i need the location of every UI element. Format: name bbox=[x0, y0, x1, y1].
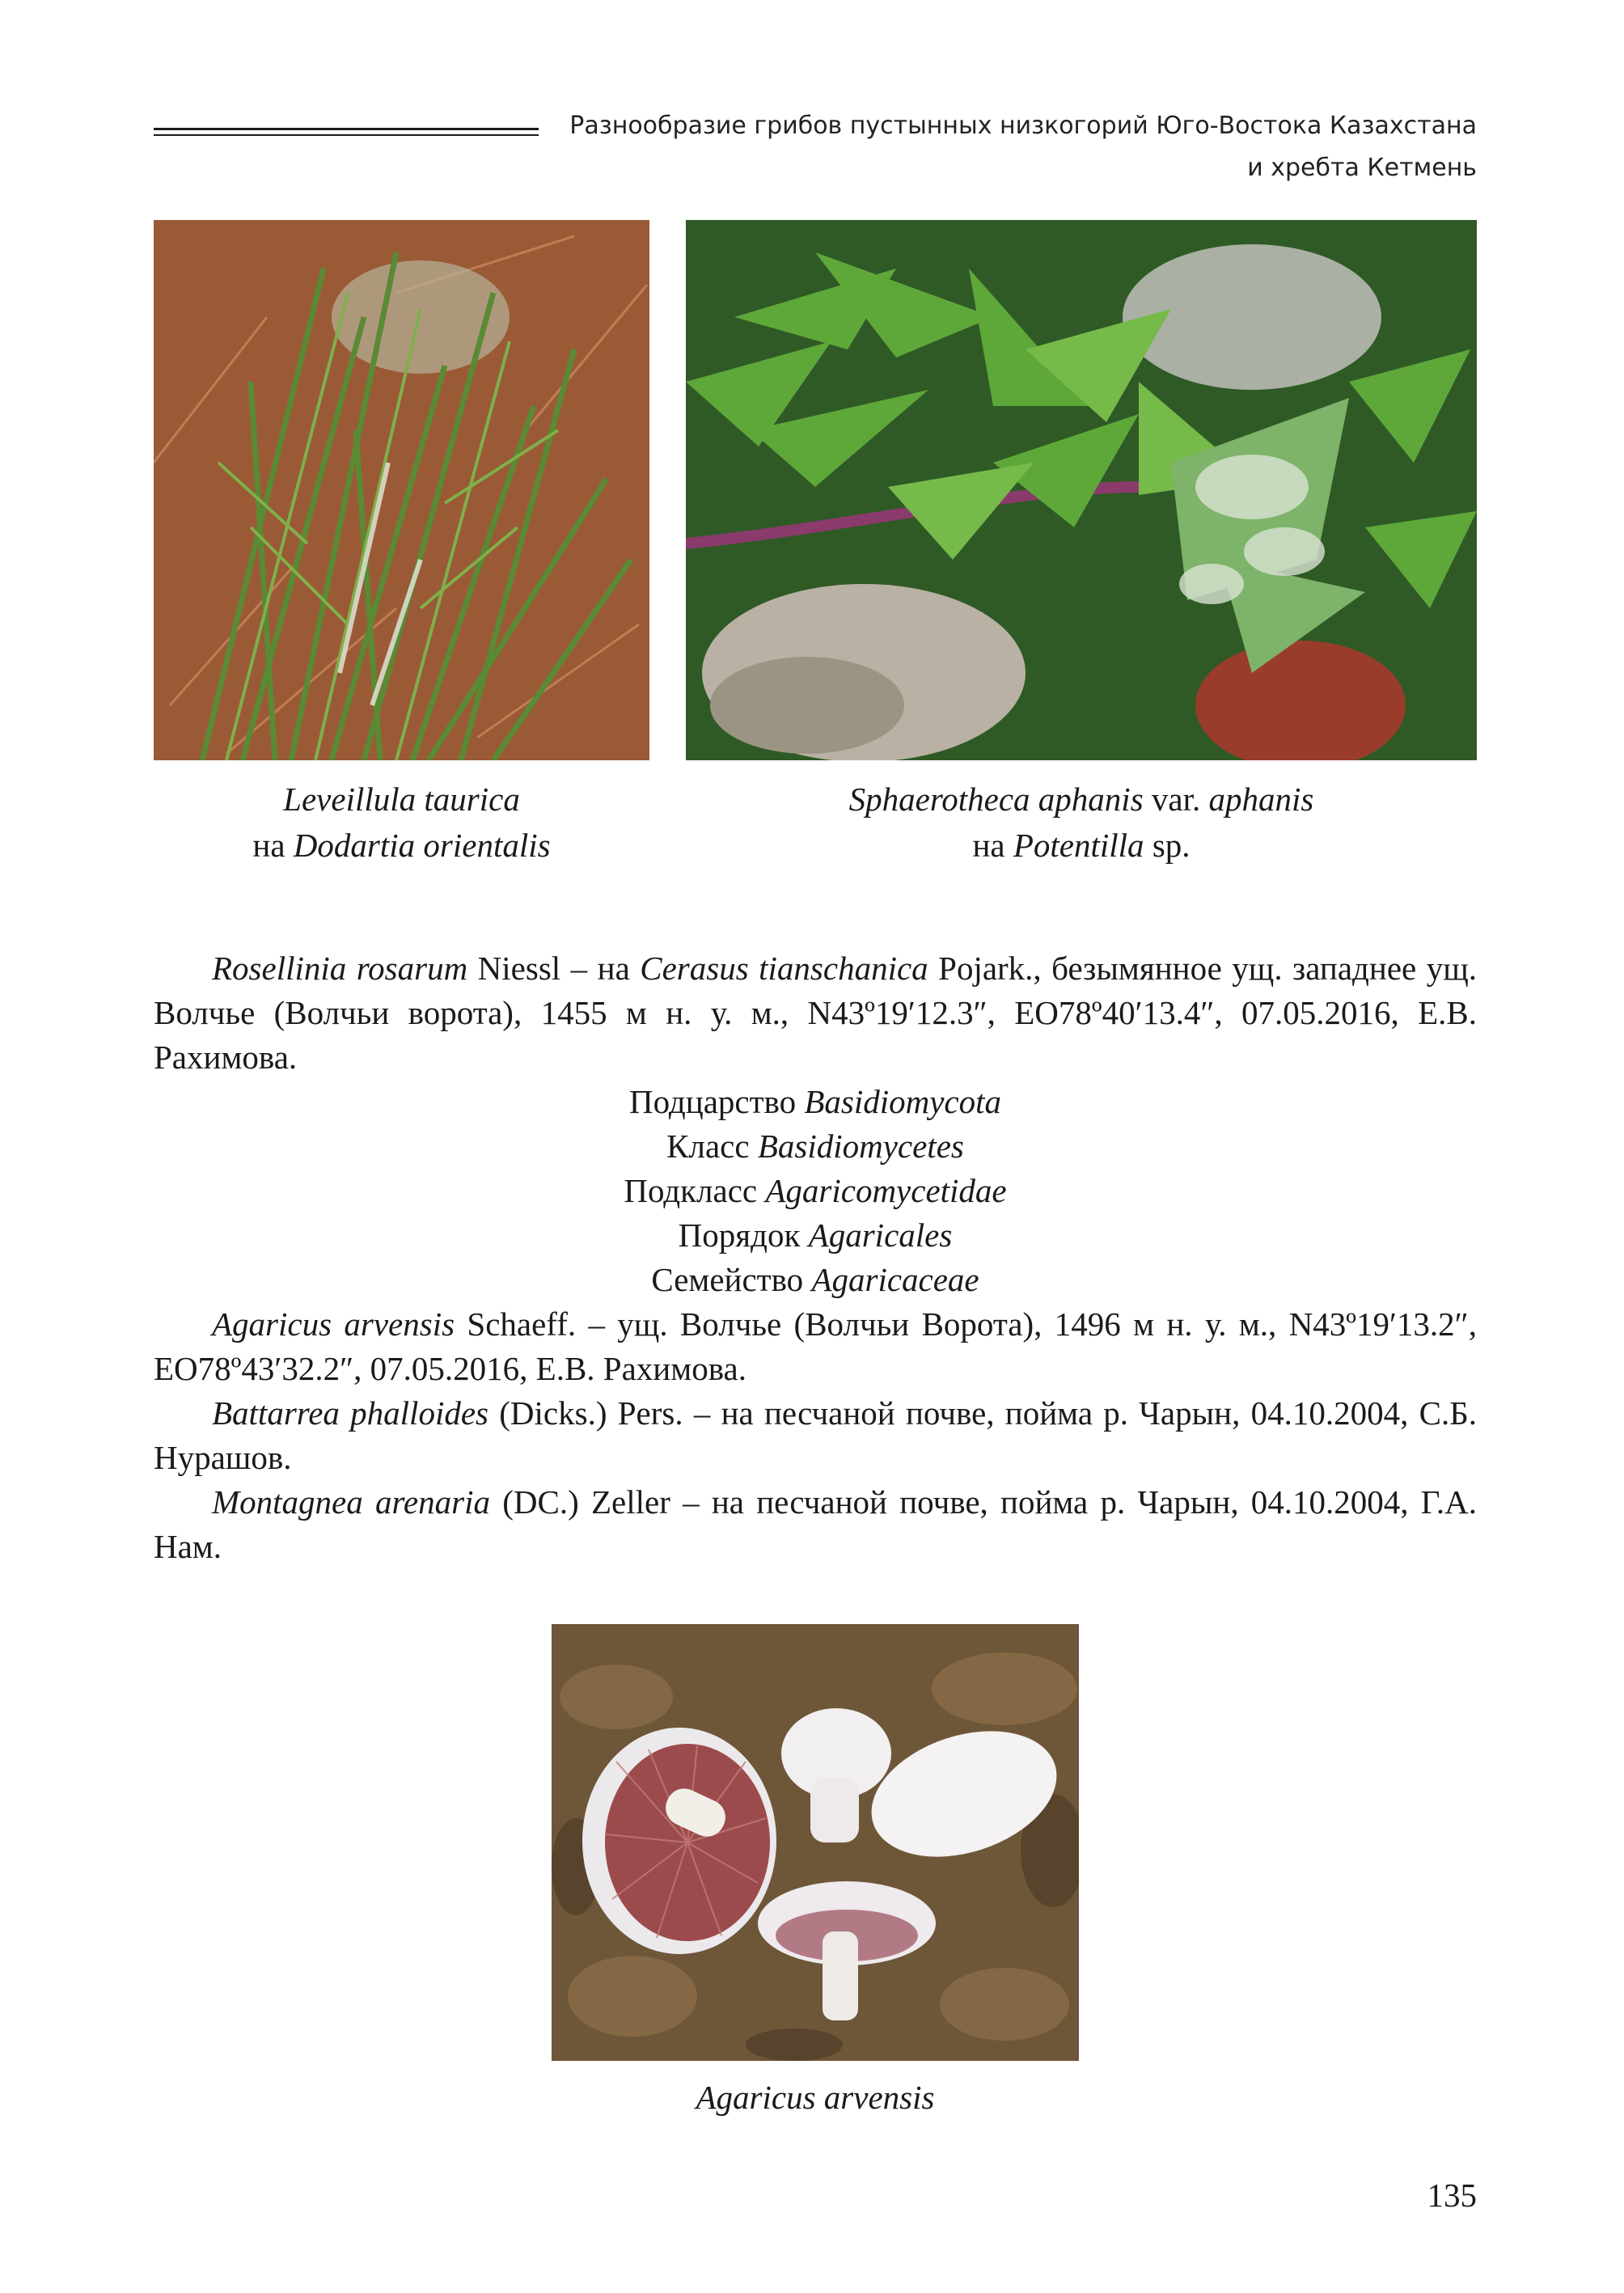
page-number: 135 bbox=[1427, 2177, 1477, 2214]
rank-label: Подцарство bbox=[628, 1083, 797, 1120]
caption-host-prefix: на bbox=[252, 827, 285, 864]
author: Niessl bbox=[477, 950, 561, 987]
caption-species: Agaricus arvensis bbox=[696, 2079, 935, 2116]
paragraph-battarrea bbox=[154, 1391, 1477, 1480]
host-name: Cerasus tianschanica bbox=[640, 950, 928, 987]
taxon-name: Basidiomycetes bbox=[757, 1127, 964, 1165]
taxon-name: Agaricaceae bbox=[811, 1261, 979, 1298]
photo-agaricus-arvensis bbox=[552, 1624, 1079, 2061]
photo-leveillula-taurica bbox=[154, 220, 649, 760]
taxon-name: Agaricomycetidae bbox=[765, 1172, 1007, 1209]
caption-figure-3 bbox=[552, 2075, 1079, 2121]
caption-figure-1 bbox=[154, 776, 649, 869]
running-head-line2: и хребта Кетмень bbox=[1247, 154, 1477, 182]
taxon-name: Basidiomycota bbox=[804, 1083, 1002, 1120]
text-fragment: – на bbox=[570, 950, 630, 987]
caption-species: Sphaerotheca aphanis bbox=[848, 781, 1144, 818]
rank-label: Подкласс bbox=[624, 1172, 758, 1209]
rank-label: Порядок bbox=[678, 1216, 801, 1254]
header-rule-bottom bbox=[154, 134, 539, 136]
taxonomy-class bbox=[154, 1124, 1477, 1169]
caption-host-suffix: sp. bbox=[1152, 827, 1191, 864]
record-details: (Dicks.) Pers. – на песчаной почве, пойма р. Чарын, 04.10.2004, С.Б. Нурашов. bbox=[154, 1394, 1478, 1476]
record-details: Schaeff. – ущ. Волчье (Волчьи Ворота), 1496 м н. у. м., N43º19′13.2″, EO78º43′32.2″, 07.05.2016, Е.В. Рахимова. bbox=[154, 1305, 1478, 1387]
header-rule-top bbox=[154, 128, 539, 130]
caption-var-label: var. bbox=[1151, 781, 1201, 818]
taxon-name: Agaricales bbox=[808, 1216, 953, 1254]
taxonomy-order bbox=[154, 1213, 1477, 1258]
caption-host-prefix: на bbox=[972, 827, 1005, 864]
taxonomy-family bbox=[154, 1258, 1477, 1302]
rank-label: Семейство bbox=[651, 1261, 804, 1298]
record-details: Pojark., безымянное ущ. западнее ущ. Волчье (Волчьи ворота), 1455 м н. у. м., N43º19′12.3″, EO78º40′13.4″, 07.05.2016, Е.В. Рахимова. bbox=[154, 950, 1478, 1076]
caption-species: Leveillula taurica bbox=[283, 781, 520, 818]
taxonomy-subclass bbox=[154, 1169, 1477, 1213]
photo-sphaerotheca-aphanis bbox=[686, 220, 1477, 760]
taxonomy-block bbox=[154, 1080, 1477, 1302]
caption-host: Potentilla bbox=[1013, 827, 1144, 864]
species-name: Agaricus arvensis bbox=[212, 1305, 455, 1343]
record-details: (DC.) Zeller – на песчаной почве, пойма р. Чарын, 04.10.2004, Г.А. Нам. bbox=[154, 1483, 1477, 1565]
running-head-line1: Разнообразие грибов пустынных низкогорий Юго-Востока Казахстана bbox=[569, 112, 1477, 140]
paragraph-agaricus bbox=[154, 1302, 1477, 1391]
paragraph-montagnea bbox=[154, 1480, 1477, 1569]
rank-label: Класс bbox=[666, 1127, 750, 1165]
taxonomy-subkingdom bbox=[154, 1080, 1477, 1124]
species-name: Battarrea phalloides bbox=[212, 1394, 488, 1432]
caption-figure-2 bbox=[686, 776, 1477, 869]
species-name: Montagnea arenaria bbox=[212, 1483, 490, 1521]
caption-host: Dodartia orientalis bbox=[293, 827, 551, 864]
main-text bbox=[154, 946, 1477, 1569]
species-name: Rosellinia rosarum bbox=[212, 950, 468, 987]
paragraph-rosellinia bbox=[154, 946, 1477, 1080]
caption-var-name: aphanis bbox=[1208, 781, 1314, 818]
